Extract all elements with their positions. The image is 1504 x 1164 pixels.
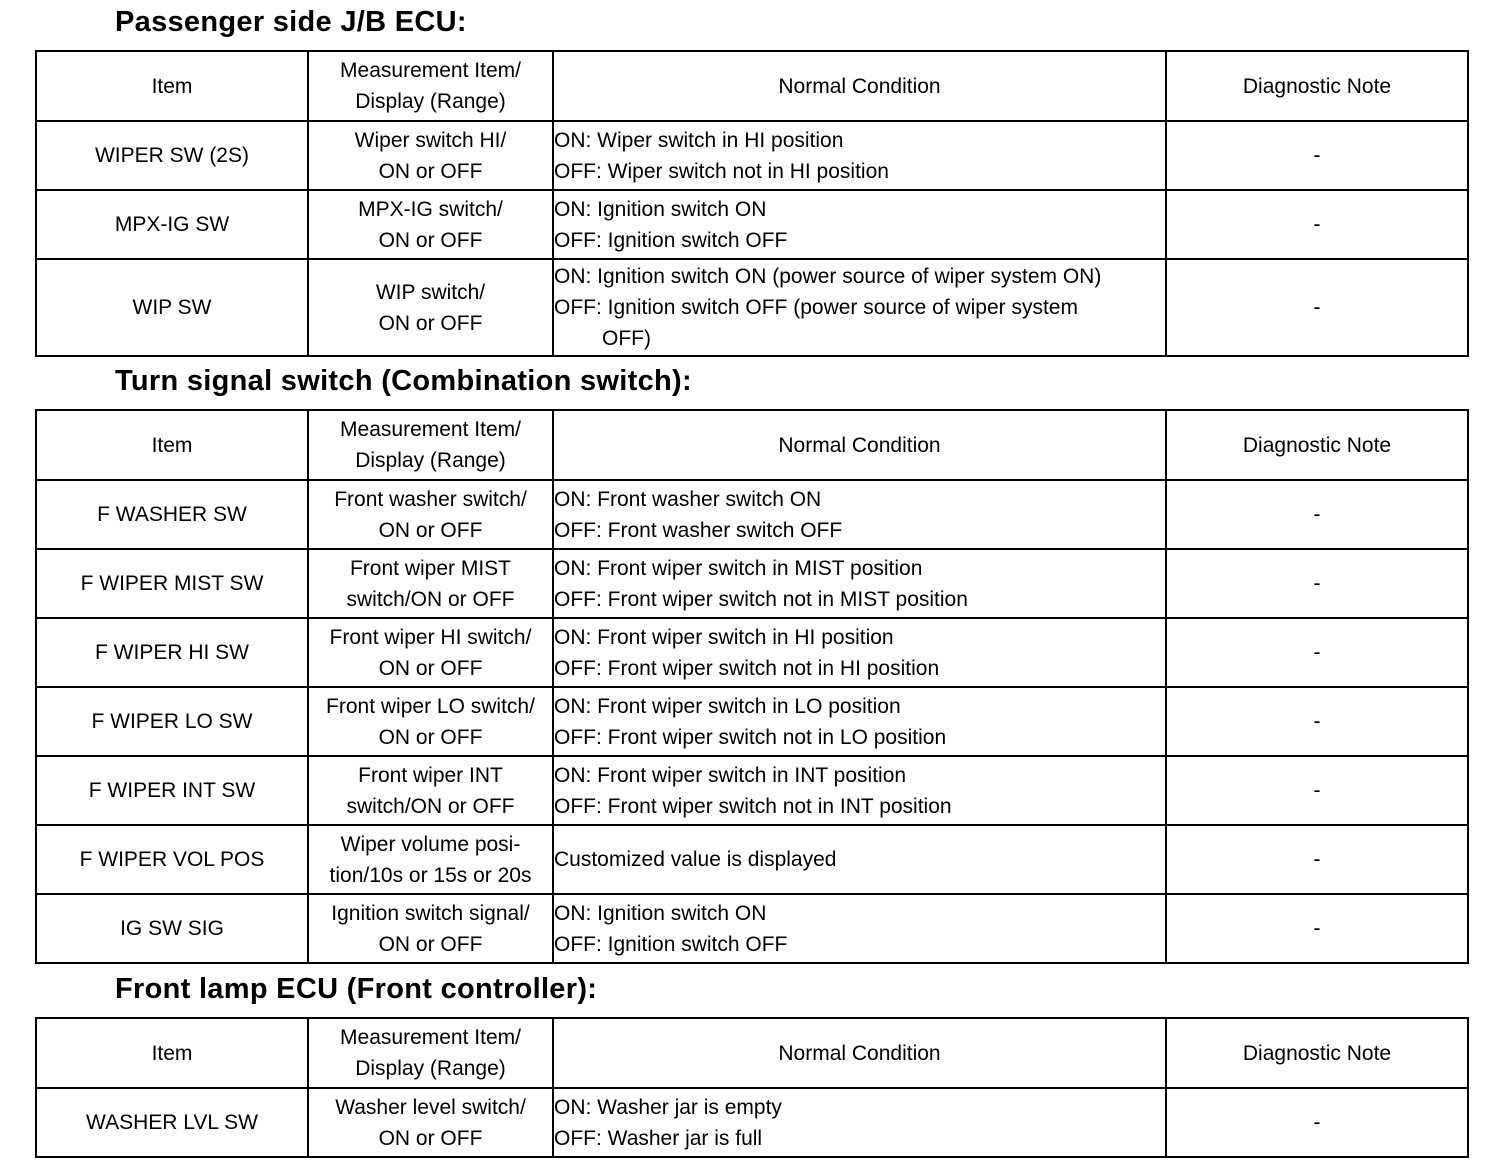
table-row: [36, 121, 1468, 190]
header-item: Item: [36, 410, 308, 480]
item-cell: F WIPER HI SW: [36, 618, 308, 687]
table-header-row: [36, 410, 1468, 480]
item-cell: IG SW SIG: [36, 894, 308, 963]
table-header-row: [36, 51, 1468, 121]
header-item: Item: [36, 1018, 308, 1088]
measurement-cell: Front wiper LO switch/ ON or OFF: [308, 687, 553, 756]
condition-cell: ON: Front wiper switch in MIST position OFF: Front wiper switch not in MIST position: [553, 549, 1166, 618]
item-cell: WIP SW: [36, 259, 308, 356]
item-cell: WASHER LVL SW: [36, 1088, 308, 1157]
item-cell: WIPER SW (2S): [36, 121, 308, 190]
table-header-row: [36, 1018, 1468, 1088]
item-cell: F WIPER LO SW: [36, 687, 308, 756]
header-item: Item: [36, 51, 308, 121]
note-cell: -: [1166, 825, 1468, 894]
measurement-cell: Front wiper HI switch/ ON or OFF: [308, 618, 553, 687]
table-row: [36, 825, 1468, 894]
section-title: Front lamp ECU (Front controller):: [115, 973, 598, 1005]
measurement-cell: Front washer switch/ ON or OFF: [308, 480, 553, 549]
item-cell: MPX-IG SW: [36, 190, 308, 259]
condition-cell: ON: Washer jar is empty OFF: Washer jar is full: [553, 1088, 1166, 1157]
header-normal-condition: Normal Condition: [553, 51, 1166, 121]
note-cell: -: [1166, 549, 1468, 618]
header-diagnostic-note: Diagnostic Note: [1166, 51, 1468, 121]
item-cell: F WIPER INT SW: [36, 756, 308, 825]
header-measurement: Measurement Item/ Display (Range): [308, 1018, 553, 1088]
note-cell: -: [1166, 259, 1468, 356]
item-cell: F WASHER SW: [36, 480, 308, 549]
table-row: [36, 618, 1468, 687]
header-diagnostic-note: Diagnostic Note: [1166, 410, 1468, 480]
table-front-lamp-ecu: [35, 1017, 1469, 1158]
note-cell: -: [1166, 894, 1468, 963]
condition-cell: ON: Front wiper switch in INT position OFF: Front wiper switch not in INT position: [553, 756, 1166, 825]
header-measurement: Measurement Item/ Display (Range): [308, 51, 553, 121]
header-diagnostic-note: Diagnostic Note: [1166, 1018, 1468, 1088]
condition-cell: ON: Front wiper switch in HI position OFF: Front wiper switch not in HI position: [553, 618, 1166, 687]
condition-cell: ON: Ignition switch ON OFF: Ignition switch OFF: [553, 894, 1166, 963]
note-cell: -: [1166, 190, 1468, 259]
note-cell: -: [1166, 121, 1468, 190]
section-title: Turn signal switch (Combination switch):: [115, 365, 692, 397]
note-cell: -: [1166, 618, 1468, 687]
condition-cell: ON: Wiper switch in HI position OFF: Wiper switch not in HI position: [553, 121, 1166, 190]
condition-cell: ON: Ignition switch ON (power source of wiper system ON) OFF: Ignition switch OFF (power source of wiper system OFF): [553, 259, 1166, 356]
item-cell: F WIPER MIST SW: [36, 549, 308, 618]
measurement-cell: Washer level switch/ ON or OFF: [308, 1088, 553, 1157]
measurement-cell: WIP switch/ ON or OFF: [308, 259, 553, 356]
section-title: Passenger side J/B ECU:: [115, 6, 467, 38]
note-cell: -: [1166, 1088, 1468, 1157]
table-passenger-jb-ecu: [35, 50, 1469, 357]
condition-cell: ON: Front wiper switch in LO position OFF: Front wiper switch not in LO position: [553, 687, 1166, 756]
header-normal-condition: Normal Condition: [553, 410, 1166, 480]
measurement-cell: MPX-IG switch/ ON or OFF: [308, 190, 553, 259]
table-row: [36, 894, 1468, 963]
table-row: [36, 480, 1468, 549]
measurement-cell: Wiper volume posi- tion/10s or 15s or 20s: [308, 825, 553, 894]
condition-cell: ON: Front washer switch ON OFF: Front washer switch OFF: [553, 480, 1166, 549]
measurement-cell: Wiper switch HI/ ON or OFF: [308, 121, 553, 190]
note-cell: -: [1166, 480, 1468, 549]
measurement-cell: Front wiper MIST switch/ON or OFF: [308, 549, 553, 618]
header-measurement: Measurement Item/ Display (Range): [308, 410, 553, 480]
table-row: [36, 756, 1468, 825]
note-cell: -: [1166, 687, 1468, 756]
condition-cell: Customized value is displayed: [553, 825, 1166, 894]
table-row: [36, 259, 1468, 356]
item-cell: F WIPER VOL POS: [36, 825, 308, 894]
table-row: [36, 190, 1468, 259]
measurement-cell: Ignition switch signal/ ON or OFF: [308, 894, 553, 963]
table-row: [36, 549, 1468, 618]
condition-cell: ON: Ignition switch ON OFF: Ignition switch OFF: [553, 190, 1166, 259]
table-row: [36, 687, 1468, 756]
note-cell: -: [1166, 756, 1468, 825]
table-turn-signal-switch: [35, 409, 1469, 964]
measurement-cell: Front wiper INT switch/ON or OFF: [308, 756, 553, 825]
table-row: [36, 1088, 1468, 1157]
header-normal-condition: Normal Condition: [553, 1018, 1166, 1088]
